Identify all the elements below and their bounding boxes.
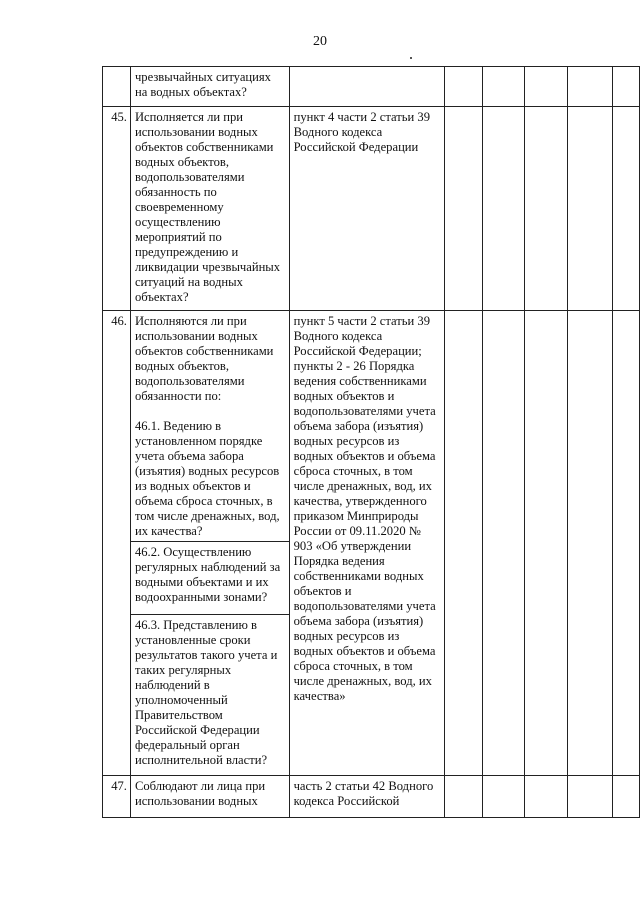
answer-cell-no[interactable] (483, 67, 525, 107)
question-sub-46-1: 46.1. Ведению в установленном порядке учета объема забора (изъятия) водных ресурсов из водных объектов и объема сброса сточных, в том числе дренажных, вод, их качества? (134, 419, 280, 538)
question-cell (130, 107, 289, 311)
question-sub-46-2: 46.2. Осуществлению регулярных наблюдений за водными объектами и их водоохранными зонами? (134, 545, 281, 604)
reference-text: пункт 4 части 2 статьи 39 Водного кодекса Российской Федерации (293, 110, 431, 154)
question-text: чрезвычайных ситуациях на водных объектах? (134, 70, 271, 99)
answer-cell-yes[interactable] (445, 311, 483, 776)
requirements-table (102, 66, 640, 818)
question-text: Исполняется ли при использовании водных объектов собственниками водных объектов, водопользователями обязанность по своевременному осуществлению мероприятий по предупреждению и ликвидации чрезвычайных ситуаций на водных объектах? (134, 110, 281, 304)
answer-cell-no[interactable] (483, 311, 525, 776)
table-row (103, 311, 640, 542)
row-number: 46. (103, 311, 131, 776)
table-row (103, 776, 640, 818)
answer-cell-yes[interactable] (445, 67, 483, 107)
scan-speck (410, 57, 412, 59)
notes-cell[interactable] (613, 67, 640, 107)
notes-cell[interactable] (613, 107, 640, 311)
question-cell (130, 542, 289, 615)
answer-cell-extra[interactable] (568, 107, 613, 311)
answer-cell-na[interactable] (524, 776, 568, 818)
notes-cell[interactable] (613, 776, 640, 818)
reference-cell (289, 311, 445, 776)
row-number (103, 67, 131, 107)
answer-cell-na[interactable] (524, 107, 568, 311)
notes-cell[interactable] (613, 311, 640, 776)
row-number: 47. (103, 776, 131, 818)
reference-text: пункт 5 части 2 статьи 39 Водного кодекса Российской Федерации; пункты 2 - 26 Порядка ведения собственниками водных объектов и водопользователями учета объема забора (изъятия) водных ресурсов из водных объектов и объема сброса сточных, в том числе дренажных, вод, их качества, утвержденного приказом Минприроды России от 09.11.2020 № 903 «Об утверждении Порядка ведения собственниками водных объектов и водопользователями учета объема забора (изъятия) водных ресурсов из водных объектов и объема сброса сточных, в том числе дренажных, вод, их качества» (293, 314, 436, 703)
reference-cell (289, 107, 445, 311)
row-number: 45. (103, 107, 131, 311)
answer-cell-extra[interactable] (568, 311, 613, 776)
reference-text: часть 2 статьи 42 Водного кодекса Российской (293, 779, 434, 808)
answer-cell-extra[interactable] (568, 776, 613, 818)
answer-cell-no[interactable] (483, 776, 525, 818)
question-cell (130, 615, 289, 776)
question-sub-46-3: 46.3. Представлению в установленные сроки результатов такого учета и таких регулярных наблюдений в уполномоченный Правительством Российской Федерации федеральный орган исполнительной власти? (134, 618, 278, 767)
reference-cell (289, 776, 445, 818)
page-number: 20 (313, 34, 327, 49)
answer-cell-no[interactable] (483, 107, 525, 311)
reference-cell (289, 67, 445, 107)
question-cell (130, 67, 289, 107)
table-row (103, 107, 640, 311)
question-cell (130, 311, 289, 542)
answer-cell-yes[interactable] (445, 107, 483, 311)
answer-cell-extra[interactable] (568, 67, 613, 107)
question-cell (130, 776, 289, 818)
answer-cell-na[interactable] (524, 311, 568, 776)
answer-cell-na[interactable] (524, 67, 568, 107)
table-row (103, 67, 640, 107)
question-intro: Исполняются ли при использовании водных объектов собственниками водных объектов, водопользователями обязанности по: (134, 314, 274, 403)
answer-cell-yes[interactable] (445, 776, 483, 818)
question-text: Соблюдают ли лица при использовании водных (134, 779, 266, 808)
